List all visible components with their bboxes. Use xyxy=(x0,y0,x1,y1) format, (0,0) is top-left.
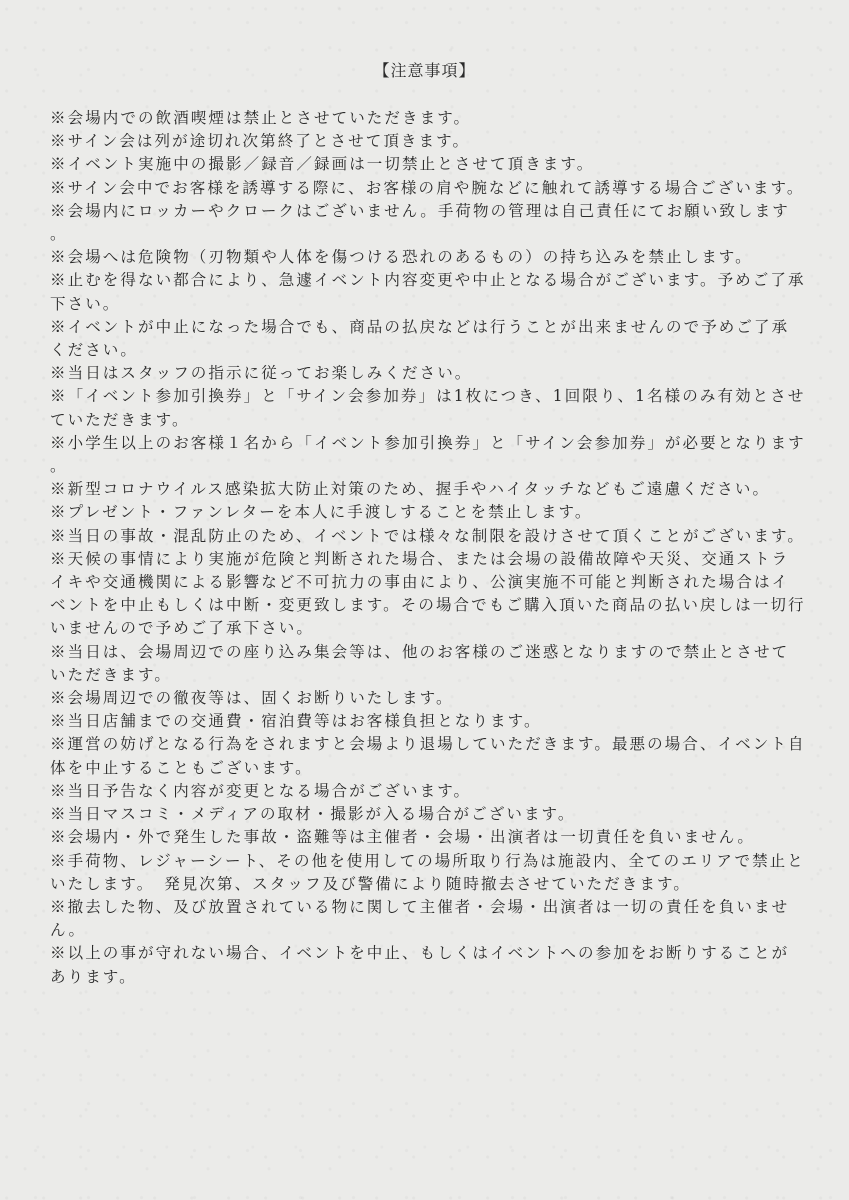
notice-item: ※当日マスコミ・メディアの取材・撮影が入る場合がございます。 xyxy=(50,805,576,824)
notice-item: ※会場周辺での徹夜等は、固くお断りいたします。 xyxy=(50,689,454,708)
notice-item: ※当日は、会場周辺での座り込み集会等は、他のお客様のご迷惑となりますので禁止とさせていただきます。 xyxy=(50,642,790,684)
notice-item: ※新型コロナウイルス感染拡大防止対策のため、握手やハイタッチなどもご遠慮ください。 xyxy=(50,480,771,499)
notice-item: ※止むを得ない都合により、急遽イベント内容変更や中止となる場合がございます。予めご了承下さい。 xyxy=(50,271,806,313)
notice-item: ※運営の妨げとなる行為をされますと会場より退場していただきます。最悪の場合、イベント自体を中止することもございます。 xyxy=(50,735,806,777)
notice-item: ※以上の事が守れない場合、イベントを中止、もしくはイベントへの参加をお断りすることがあります。 xyxy=(50,944,790,986)
page-title: 【注意事項】 xyxy=(373,61,476,80)
notice-item: ※当日はスタッフの指示に従ってお楽しみください。 xyxy=(50,364,473,383)
notice-item: ※会場内にロッカーやクロークはございません。手荷物の管理は自己責任にてお願い致します。 xyxy=(50,201,790,244)
notice-list xyxy=(50,107,806,989)
notice-item: ※イベントが中止になった場合でも、商品の払戻などは行うことが出来ませんので予めご了承ください。 xyxy=(50,317,790,360)
notice-item: ※小学生以上のお客様１名から「イベント参加引換券」と「サイン会参加券」が必要となります。 xyxy=(50,433,806,476)
notice-item: ※当日予告なく内容が変更となる場合がございます。 xyxy=(50,781,472,800)
notice-item: ※サイン会は列が途切れ次第終了とさせて頂きます。 xyxy=(50,132,471,151)
notice-item: ※当日店舗までの交通費・宿泊費等はお客様負担となります。 xyxy=(50,712,542,731)
notice-item: ※手荷物、レジャーシート、その他を使用しての場所取り行為は施設内、全てのエリアで禁止といたします。 発見次第、スタッフ及び警備により随時撤去させていただきます。 xyxy=(50,851,805,893)
notice-item: ※天候の事情により実施が危険と判断された場合、または会場の設備故障や天災、交通ストライキや交通機関による影響など不可抗力の事由により、公演実施不可能と判断された場合はイベントを中止もしくは中断・変更致します。その場合でもご購入頂いた商品の払い戻しは一切行いませんので予めご了承下さい。 xyxy=(50,549,806,638)
notice-item: ※会場内・外で発生した事故・盗難等は主催者・会場・出演者は一切責任を負いません。 xyxy=(50,828,755,847)
notice-item: ※「イベント参加引換券」と「サイン会参加券」は1枚につき、1回限り、1名様のみ有効とさせていただきます。 xyxy=(50,387,806,429)
notice-item: ※イベント実施中の撮影／録音／録画は一切禁止とさせて頂きます。 xyxy=(50,155,595,174)
notice-item: ※撤去した物、及び放置されている物に関して主催者・会場・出演者は一切の責任を負いません。 xyxy=(50,897,790,940)
notice-item: ※サイン会中でお客様を誘導する際に、お客様の肩や腕などに触れて誘導する場合ございます。 xyxy=(50,178,805,197)
notice-item: ※プレゼント・ファンレターを本人に手渡しすることを禁止します。 xyxy=(50,503,593,522)
notice-item: ※会場内での飲酒喫煙は禁止とさせていただきます。 xyxy=(50,109,472,127)
notice-item: ※会場へは危険物（刃物類や人体を傷つける恐れのあるもの）の持ち込みを禁止します。 xyxy=(50,248,753,267)
notice-item: ※当日の事故・混乱防止のため、イベントでは様々な制限を設けさせて頂くことがございます。 xyxy=(50,526,805,545)
